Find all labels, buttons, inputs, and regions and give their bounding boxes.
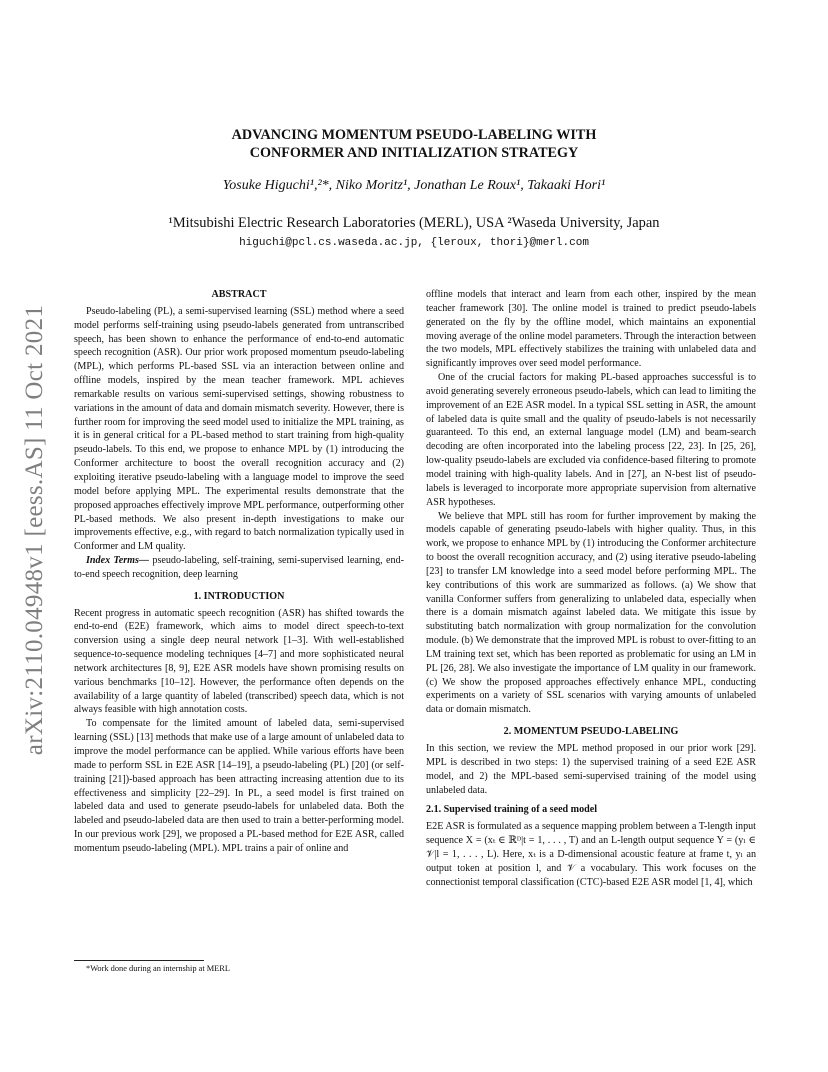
abstract-heading: ABSTRACT [211, 289, 267, 300]
author-list: Yosuke Higuchi¹,²*, Niko Moritz¹, Jonathan Le Roux¹, Takaaki Hori¹ [222, 178, 606, 193]
left-column [74, 288, 404, 856]
title-line-1: ADVANCING MOMENTUM PSEUDO-LABELING WITH [231, 127, 597, 143]
footnote-rule [74, 960, 204, 961]
right-column [426, 288, 756, 889]
section-1-heading: 1. INTRODUCTION [193, 590, 285, 602]
author-emails: higuchi@pcl.cs.waseda.ac.jp, {leroux, thori}@merl.com [239, 237, 589, 249]
arxiv-identifier [20, 290, 50, 770]
index-terms [74, 554, 404, 582]
intro-paragraph-1: Recent progress in automatic speech recognition (ASR) has shifted towards the end-to-end (E2E) framework, which aims to model direct speech-to-text conversion using a single deep neural network [1–3]. With well-established sequence-to-sequence modeling techniques [4–7] and more sophisticated neural network architectures [8, 9], E2E ASR models have shown promising results on various benchmarks [10–12]. However, the performance often depends on the availability of a large quantity of labeled (transcribed) speech data, which is not always feasible with high annotation costs. [74, 607, 404, 716]
paper-title [100, 126, 728, 162]
arxiv-identifier-text: arXiv:2110.04948v1 [eess.AS] 11 Oct 2021 [21, 304, 48, 756]
title-line-2: CONFORMER AND INITIALIZATION STRATEGY [249, 145, 579, 161]
index-terms-text: pseudo-labeling, self-training, semi-supervised learning, end-to-end speech recognition, deep learning [74, 555, 404, 580]
section-2-1-paragraph-1: E2E ASR is formulated as a sequence mapping problem between a T-length input sequence X = (xₜ ∈ ℝᴰ|t = 1, . . . , T) and an L-length output sequence Y = (yₗ ∈ 𝒱|l = 1, . . . , L). Here, xₜ is a D-dimensional acoustic feature at frame t, yₗ an output token at position l, and 𝒱 a vocabulary. This work focuses on the connectionist temporal classification (CTC)-based E2E ASR model [1, 4], which [426, 821, 756, 888]
abstract-text: Pseudo-labeling (PL), a semi-supervised learning (SSL) method where a seed model performs self-training using pseudo-labels generated from untranscribed speech, has been shown to enhance the performance of end-to-end automatic speech recognition (ASR). Our prior work proposed momentum pseudo-labeling (MPL), which performs PL-based SSL via an interaction between online and offline models, inspired by the mean teacher framework. MPL achieves remarkable results on various semi-supervised settings, showing robustness to variations in the amount of data and domain mismatch severity. However, there is further room for improving the seed model used to initialize the MPL training, as it is in general critical for a PL-based method to start training from high-quality pseudo-labels. To this end, we propose to enhance MPL by (1) introducing the Conformer architecture to boost the overall recognition accuracy and (2) exploiting iterative pseudo-labeling with a language model to improve the seed model before applying MPL. The experimental results demonstrate that the proposed approaches effectively improve MPL performance, outperforming other PL-based methods. We also present in-depth investigations to make our improvements effective, e.g., with regard to batch normalization typically used in Conformer and LM quality. [74, 305, 404, 553]
right-paragraph-3: We believe that MPL still has room for further improvement by making the models capable of generating pseudo-labels with higher quality. Thus, in this work, we propose to enhance MPL by (1) introducing the Conformer architecture to boost the overall recognition accuracy, and (2) using iterative pseudo-labeling [23] to transfer LM knowledge into a seed model before performing MPL. The key contributions of this work are summarized as follows. (a) We show that vanilla Conformer suffers from generalizing to unlabeled data, especially when there is a domain mismatch against labeled data. We mitigate this issue by substituting batch normalization with group normalization for the convolution module. (b) We demonstrate that the improved MPL is robust to over-fitting to an LM training text set, which has been reported as problematic for using an LM in PL [26, 28]. We also investigate the importance of LM quality in our framework. (c) We show the proposed approaches effectively enhance MPL, conducting experiments on a variety of SSL scenarios with varying amounts of unlabeled data or domain mismatch. [426, 510, 756, 716]
section-2-paragraph-1: In this section, we review the MPL method proposed in our prior work [29]. MPL is described in two steps: 1) the supervised training of a seed E2E ASR model, and 2) the MPL-based semi-supervised training of the model using unlabeled data. [426, 743, 756, 796]
affiliations: ¹Mitsubishi Electric Research Laboratories (MERL), USA ²Waseda University, Japan [168, 215, 660, 231]
intro-paragraph-2: To compensate for the limited amount of labeled data, semi-supervised learning (SSL) [13] methods that make use of a large amount of unlabeled data to improve the model performance can be applied. While various efforts have been made to perform SSL in E2E ASR [14–19], a pseudo-labeling (PL) [20] (or self-training [21])-based approach has been attracting increasing attention due to its effectiveness and simplicity [22–29]. In PL, a seed model is first trained on labeled data and used to generate pseudo-labels for unlabeled data. Both the labeled and pseudo-labeled data are then used to train a better-performing model. In our previous work [29], we proposed a PL-based method for E2E ASR, called momentum pseudo-labeling (MPL). MPL trains a pair of online and [74, 718, 404, 854]
index-terms-label: Index Terms— [86, 555, 150, 567]
right-paragraph-1: offline models that interact and learn from each other, inspired by the mean teacher framework [30]. The online model is trained to predict pseudo-labels generated on the fly by the offline model, which maintains an exponential moving average of the online model parameters. Through the interaction between the two models, MPL effectively stabilizes the training with unlabeled data and significantly improves over seed model performance. [426, 289, 756, 370]
footnote: *Work done during an internship at MERL [86, 964, 231, 973]
section-2-1-heading: 2.1. Supervised training of a seed model [426, 804, 598, 816]
section-2-heading: 2. MOMENTUM PSEUDO-LABELING [503, 726, 679, 738]
right-paragraph-2: One of the crucial factors for making PL-based approaches successful is to avoid generating severely erroneous pseudo-labels, which can lead to limiting the improvement of an E2E ASR model. In a typical SSL setting in ASR, the amount of labeled data is quite small and the quality of pseudo-labels is not necessarily guaranteed. To this end, an external language model (LM) and beam-search decoding are often incorporated into the labeling process [22, 23]. In [25, 26], low-quality pseudo-labels are excluded via confidence-based filtering to promote model training with high-quality labels. And in [27], an N-best list of pseudo-labels is leveraged to incorporate more appropriate supervision from alternative ASR hypotheses. [426, 372, 756, 508]
